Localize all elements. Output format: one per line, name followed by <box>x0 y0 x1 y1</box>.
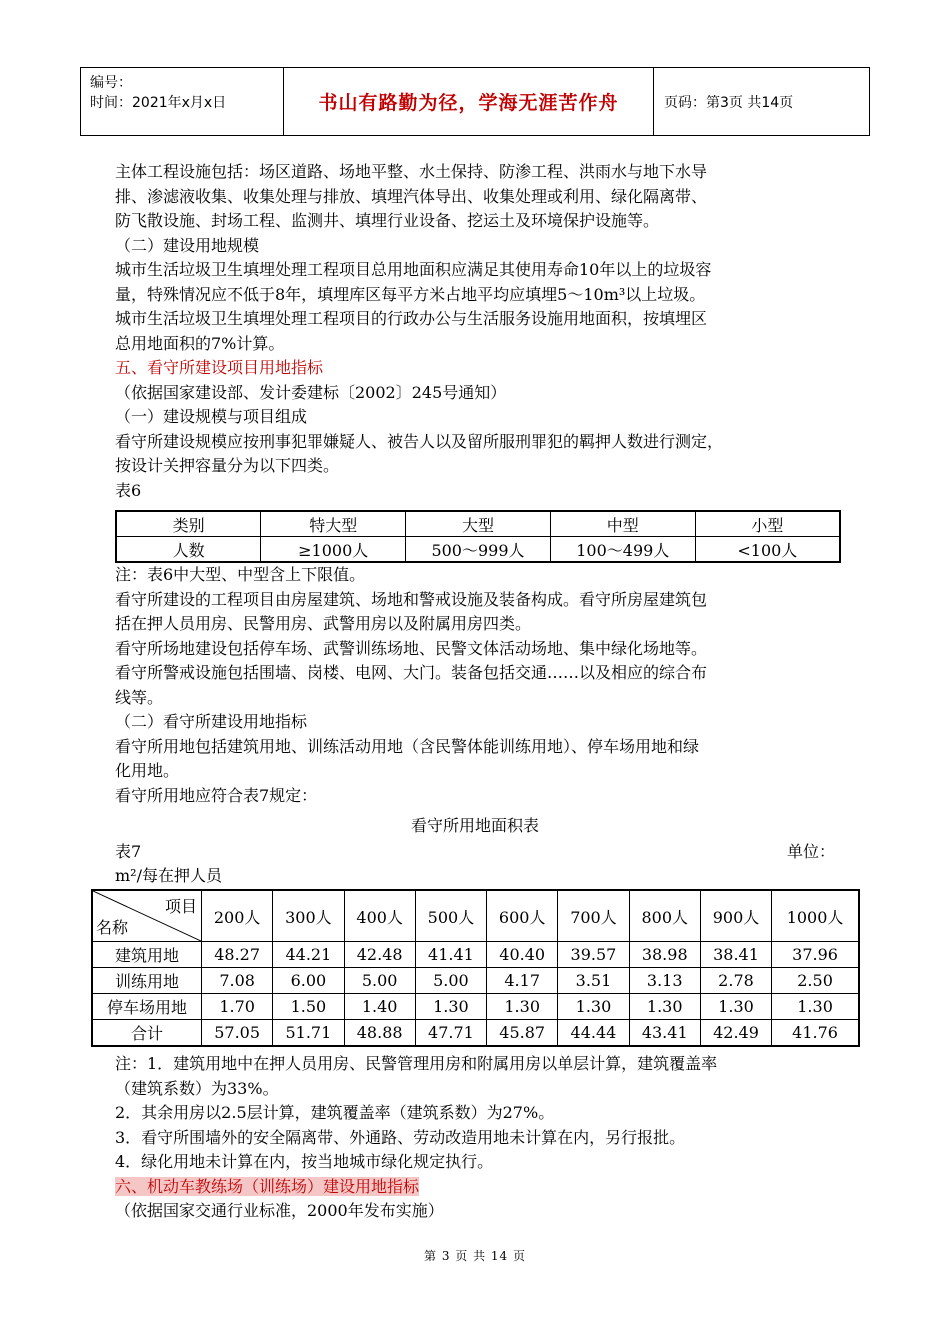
table-header-cell: 900人 <box>700 890 771 942</box>
table-cell: 4.17 <box>487 968 558 994</box>
header-date: 时间：2021年x月x日 <box>90 95 227 111</box>
paragraph-line: 防飞散设施、封场工程、监测井、填埋行业设备、挖运土及环境保护设施等。 <box>115 211 660 230</box>
corner-bottom-label: 名称 <box>96 918 129 937</box>
table-cell: ≥1000人 <box>261 537 406 563</box>
table-cell: 57.05 <box>202 1020 273 1047</box>
table-label: 表6 <box>115 480 142 500</box>
table-row <box>92 942 859 968</box>
section-title-6: 六、机动车教练场（训练场）建设用地指标 <box>115 1176 420 1196</box>
table-row <box>92 1020 859 1047</box>
table-header-cell: 中型 <box>550 511 695 537</box>
section-basis: （依据国家建设部、发计委建标〔2002〕245号通知） <box>115 382 507 402</box>
paragraph-line: 主体工程设施包括：场区道路、场地平整、水土保持、防渗工程、洪雨水与地下水导 <box>115 162 708 181</box>
table-cell: 38.98 <box>629 942 700 968</box>
table-header-cell: 200人 <box>202 890 273 942</box>
paragraph-line: 量，特殊情况应不低于8年，填埋库区每平方米占地平均应填埋5～10m³以上垃圾。 <box>115 284 706 304</box>
row-name: 训练用地 <box>92 968 202 994</box>
table-cell: 42.48 <box>344 942 415 968</box>
table-cell: 48.88 <box>344 1020 415 1047</box>
table-cell: 1.30 <box>415 994 486 1020</box>
table-row <box>92 994 859 1020</box>
table-header-cell: 600人 <box>487 890 558 942</box>
paragraph-line: 化用地。 <box>115 761 180 780</box>
table-cell: 1.30 <box>629 994 700 1020</box>
row-name: 合计 <box>92 1020 202 1047</box>
table-cell: 7.08 <box>202 968 273 994</box>
table-cell: 1.40 <box>344 994 415 1020</box>
paragraph-line: 城市生活垃圾卫生填埋处理工程项目的行政办公与生活服务设施用地面积，按填埋区 <box>115 309 708 328</box>
table-header-cell: 400人 <box>344 890 415 942</box>
table-cell: 47.71 <box>415 1020 486 1047</box>
table-cell: 1.30 <box>487 994 558 1020</box>
document-body <box>115 160 835 503</box>
paragraph-line: 总用地面积的7%计算。 <box>115 333 285 353</box>
table-cell: 6.00 <box>273 968 344 994</box>
paragraph-line: 括在押人员用房、民警用房、武警用房以及附属用房四类。 <box>115 614 532 633</box>
paragraph-line: 排、渗滤液收集、收集处理与排放、填埋汽体导出、收集处理或利用、绿化隔离带、 <box>115 186 708 206</box>
table-cell: 人数 <box>116 537 261 563</box>
corner-top-label: 项目 <box>164 897 197 916</box>
table-7 <box>91 889 860 1047</box>
table-header-cell: 300人 <box>273 890 344 942</box>
table-cell: 1.70 <box>202 994 273 1020</box>
table-cell: 39.57 <box>558 942 629 968</box>
table-header-cell: 大型 <box>406 511 551 537</box>
table-note: 注：表6中大型、中型含上下限值。 <box>115 565 366 584</box>
paragraph-line: 看守所用地包括建筑用地、训练活动用地（含民警体能训练用地）、停车场用地和绿 <box>115 736 700 756</box>
table-cell: 1.50 <box>273 994 344 1020</box>
table-corner-cell <box>92 890 202 942</box>
section-title-5: 五、看守所建设项目用地指标 <box>115 358 324 377</box>
table-cell: 42.49 <box>700 1020 771 1047</box>
row-name: 建筑用地 <box>92 942 202 968</box>
table-cell: 51.71 <box>273 1020 344 1047</box>
table-row <box>116 537 840 563</box>
table-cell: 1.30 <box>558 994 629 1020</box>
table-header-cell: 类别 <box>116 511 261 537</box>
table-header-row <box>92 890 859 942</box>
page-footer: 第 3 页 共 14 页 <box>424 1249 526 1263</box>
paragraph-line: 看守所警戒设施包括围墙、岗楼、电网、大门。装备包括交通……以及相应的综合布 <box>115 663 708 682</box>
paragraph-line: 看守所建设的工程项目由房屋建筑、场地和警戒设施及装备构成。看守所房屋建筑包 <box>115 589 708 609</box>
bottom-body <box>115 1052 717 1224</box>
paragraph-line: 线等。 <box>115 687 164 707</box>
table-cell: <100人 <box>695 537 840 563</box>
note-line: 2．其余用房以2.5层计算，建筑覆盖率（建筑系数）为27%。 <box>115 1103 555 1122</box>
table-cell: 37.96 <box>772 942 859 968</box>
table-header-cell: 800人 <box>629 890 700 942</box>
table-cell: 38.41 <box>700 942 771 968</box>
table-header-cell: 小型 <box>695 511 840 537</box>
table-cell: 2.78 <box>700 968 771 994</box>
note-line: 4．绿化用地未计算在内，按当地城市绿化规定执行。 <box>115 1152 494 1171</box>
table-cell: 3.51 <box>558 968 629 994</box>
table-header-cell: 1000人 <box>772 890 859 942</box>
subsection-title: （二）看守所建设用地指标 <box>115 712 308 731</box>
subsection-title: （一）建设规模与项目组成 <box>115 407 308 426</box>
table-7-unit-label: 单位： <box>787 842 836 861</box>
page-header <box>80 67 870 136</box>
header-meta <box>81 68 284 135</box>
note-line: （建筑系数）为33%。 <box>115 1078 279 1098</box>
table-cell: 41.41 <box>415 942 486 968</box>
paragraph-line: 看守所场地建设包括停车场、武警训练场地、民警文体活动场地、集中绿化场地等。 <box>115 638 708 658</box>
paragraph-line: 按设计关押容量分为以下四类。 <box>115 456 340 475</box>
table-7-label: 表7 <box>115 842 142 861</box>
note-line: 3．看守所围墙外的安全隔离带、外通路、劳动改造用地未计算在内，另行报批。 <box>115 1127 686 1147</box>
row-name: 停车场用地 <box>92 994 202 1020</box>
table-cell: 40.40 <box>487 942 558 968</box>
table-header-cell: 500人 <box>415 890 486 942</box>
table-cell: 5.00 <box>344 968 415 994</box>
table-cell: 45.87 <box>487 1020 558 1047</box>
table-header-row <box>116 511 840 537</box>
table-cell: 48.27 <box>202 942 273 968</box>
table-cell: 100～499人 <box>550 537 695 563</box>
table-cell: 1.30 <box>772 994 859 1020</box>
table-cell: 41.76 <box>772 1020 859 1047</box>
paragraph-line: 城市生活垃圾卫生填埋处理工程项目总用地面积应满足其使用寿命10年以上的垃圾容 <box>115 260 712 279</box>
table-7-title: 看守所用地面积表 <box>410 816 539 835</box>
table-cell: 44.44 <box>558 1020 629 1047</box>
middle-body <box>115 563 707 808</box>
paragraph-line: 看守所建设规模应按刑事犯罪嫌疑人、被告人以及留所服刑罪犯的羁押人数进行测定， <box>115 431 724 451</box>
table-cell: 3.13 <box>629 968 700 994</box>
table-cell: 43.41 <box>629 1020 700 1047</box>
paragraph-line: 看守所用地应符合表7规定： <box>115 785 318 805</box>
table-cell: 5.00 <box>415 968 486 994</box>
table-6 <box>115 510 841 563</box>
subsection-title: （二）建设用地规模 <box>115 235 260 255</box>
header-motto: 书山有路勤为径，学海无涯苦作舟 <box>284 68 654 135</box>
table-header-cell: 特大型 <box>261 511 406 537</box>
table-row <box>92 968 859 994</box>
table-7-unit: m²/每在押人员 <box>115 866 222 885</box>
note-line: 注：1．建筑用地中在押人员用房、民警管理用房和附属用房以单层计算，建筑覆盖率 <box>115 1054 718 1073</box>
section-basis: （依据国家交通行业标准，2000年发布实施） <box>115 1201 444 1220</box>
header-number: 编号： <box>90 75 132 91</box>
table-cell: 500～999人 <box>406 537 551 563</box>
table-header-cell: 700人 <box>558 890 629 942</box>
table-cell: 1.30 <box>700 994 771 1020</box>
header-page-info: 页码：第3页 共14页 <box>664 94 794 111</box>
table-cell: 2.50 <box>772 968 859 994</box>
table-cell: 44.21 <box>273 942 344 968</box>
